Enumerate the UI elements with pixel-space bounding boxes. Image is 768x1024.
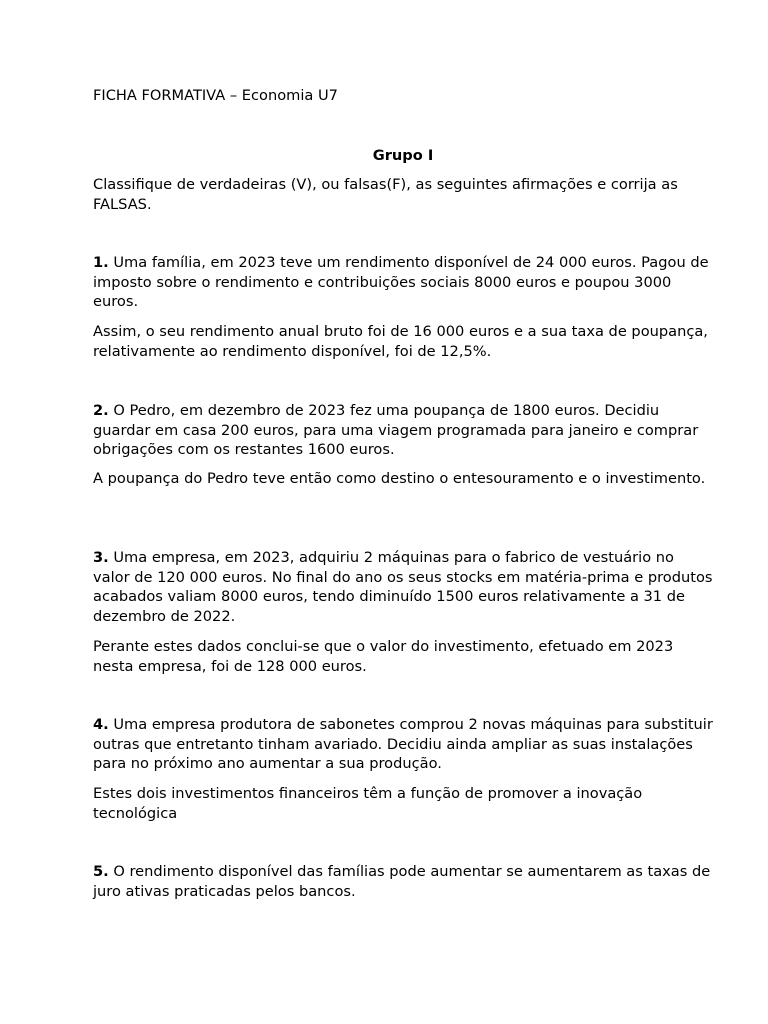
question-number: 5. bbox=[93, 863, 109, 880]
question-number: 2. bbox=[93, 402, 109, 419]
instructions: Classifique de verdadeiras (V), ou falsas(F), as seguintes afirmações e corrija as FALSAS. bbox=[93, 176, 678, 213]
question-statement bbox=[93, 715, 713, 774]
question-text: Uma empresa produtora de sabonetes comprou 2 novas máquinas para substituir outras que entretanto tinham avariado. Decidiu ainda ampliar as suas instalações para no próximo ano aumentar a sua produção. bbox=[93, 716, 713, 773]
question-3-conclusion: Perante estes dados conclui-se que o valor do investimento, efetuado em 2023 nesta empresa, foi de 128 000 euros. bbox=[93, 638, 674, 675]
question-statement bbox=[93, 862, 713, 901]
question-number: 3. bbox=[93, 549, 109, 566]
question-statement bbox=[93, 401, 713, 460]
question-3 bbox=[93, 548, 713, 626]
question-2 bbox=[93, 401, 713, 460]
question-text: O rendimento disponível das famílias pode aumentar se aumentarem as taxas de juro ativas praticadas pelos bancos. bbox=[93, 863, 711, 900]
question-statement bbox=[93, 548, 713, 626]
question-5 bbox=[93, 862, 713, 901]
question-text: O Pedro, em dezembro de 2023 fez uma poupança de 1800 euros. Decidiu guardar em casa 200 euros, para uma viagem programada para janeiro e comprar obrigações com os restantes 1600 euros. bbox=[93, 402, 699, 459]
question-2-conclusion: A poupança do Pedro teve então como destino o entesouramento e o investimento. bbox=[93, 470, 706, 487]
document-title: FICHA FORMATIVA – Economia U7 bbox=[93, 87, 338, 104]
question-text: Uma empresa, em 2023, adquiriu 2 máquinas para o fabrico de vestuário no valor de 120 000 euros. No final do ano os seus stocks em matéria-prima e produtos acabados valiam 8000 euros, tendo diminuído 1500 euros relativamente a 31 de dezembro de 2022. bbox=[93, 549, 713, 625]
question-4-conclusion: Estes dois investimentos financeiros têm a função de promover a inovação tecnológica bbox=[93, 785, 643, 822]
group-title: Grupo I bbox=[372, 147, 434, 164]
question-number: 4. bbox=[93, 716, 109, 733]
question-number: 1. bbox=[93, 254, 109, 271]
question-text: Uma família, em 2023 teve um rendimento disponível de 24 000 euros. Pagou de imposto sobre o rendimento e contribuições sociais 8000 euros e poupou 3000 euros. bbox=[93, 254, 709, 311]
question-4 bbox=[93, 715, 713, 774]
question-1-conclusion: Assim, o seu rendimento anual bruto foi de 16 000 euros e a sua taxa de poupança, relativamente ao rendimento disponível, foi de 12,5%. bbox=[93, 323, 708, 360]
question-1 bbox=[93, 253, 713, 312]
question-statement bbox=[93, 253, 713, 312]
